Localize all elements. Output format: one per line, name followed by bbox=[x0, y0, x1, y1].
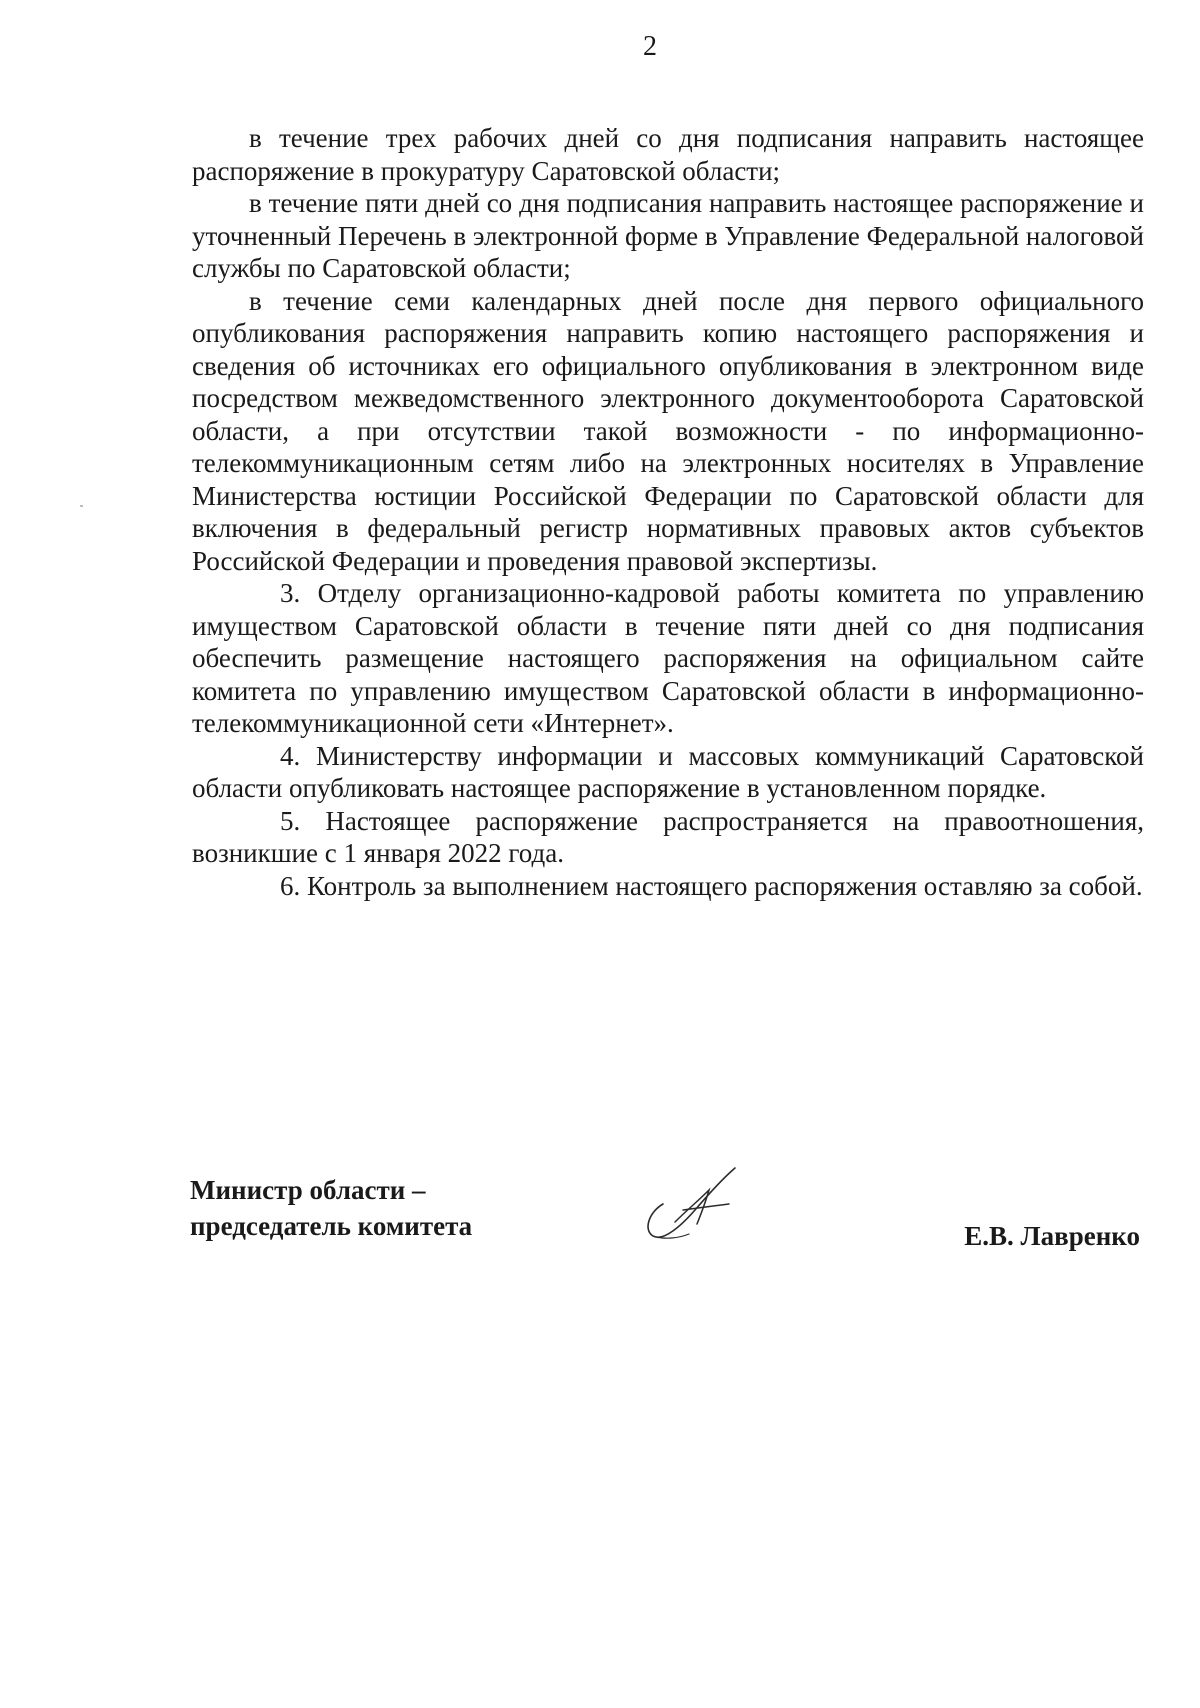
document-body bbox=[192, 122, 1144, 902]
signatory-position bbox=[190, 1172, 472, 1244]
signatory-name: Е.В. Лавренко bbox=[964, 1221, 1140, 1251]
signature-block bbox=[190, 1172, 1140, 1292]
paragraph-item-5: 5. Настоящее распоряжение распространяется на правоотношения, возникшие с 1 января 2022 года. bbox=[192, 805, 1144, 868]
scan-artifact bbox=[80, 505, 83, 507]
paragraph-justice-ministry: в течение семи календарных дней после дня первого официального опубликования распоряжения направить копию настоящего распоряжения и сведения об источниках его официального опубликования в электронном виде посредством межведомственного электронного документооборота Саратовской области, а при отсутствии такой возможности - по информационно-телекоммуникационным сетям либо на электронных носителях в Управление Министерства юстиции Российской Федерации по Саратовской области для включения в федеральный регистр нормативных правовых актов субъектов Российской Федерации и проведения правовой экспертизы. bbox=[192, 285, 1144, 576]
paragraph-prosecutor: в течение трех рабочих дней со дня подписания направить настоящее распоряжение в прокуратуру Саратовской области; bbox=[192, 123, 1144, 186]
paragraph-tax-service: в течение пяти дней со дня подписания направить настоящее распоряжение и уточненный Перечень в электронной форме в Управление Федеральной налоговой службы по Саратовской области; bbox=[192, 188, 1144, 283]
signatory-position-line-2: председатель комитета bbox=[190, 1211, 473, 1241]
paragraph-item-6: 6. Контроль за выполнением настоящего распоряжения оставляю за собой. bbox=[280, 870, 1143, 901]
handwritten-signature-icon bbox=[635, 1160, 755, 1250]
paragraph-item-3: 3. Отделу организационно-кадровой работы комитета по управлению имуществом Саратовской области в течение пяти дней со дня подписания обеспечить размещение настоящего распоряжения на официальном сайте комитета по управлению имуществом Саратовской области в информационно-телекоммуникационной сети «Интернет». bbox=[192, 578, 1144, 738]
paragraph-item-4: 4. Министерству информации и массовых коммуникаций Саратовской области опубликовать настоящее распоряжение в установленном порядке. bbox=[192, 740, 1144, 803]
signatory-position-line-1: Министр области – bbox=[190, 1175, 426, 1205]
page-number: 2 bbox=[643, 31, 657, 62]
